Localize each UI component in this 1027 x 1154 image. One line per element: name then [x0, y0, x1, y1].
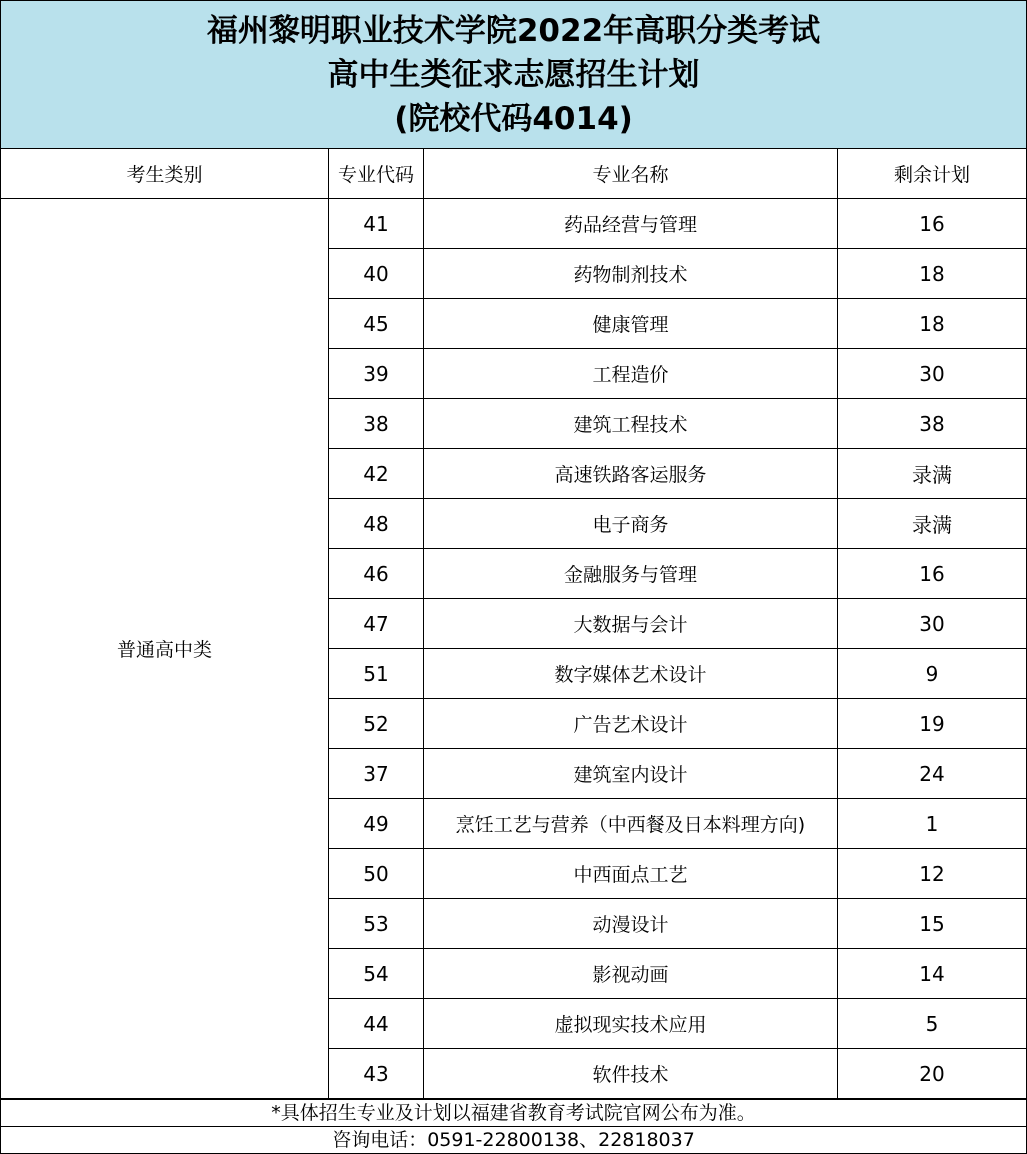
major-name-cell: 工程造价: [424, 349, 838, 399]
major-name-cell: 中西面点工艺: [424, 849, 838, 899]
header-category: 考生类别: [1, 149, 329, 199]
footer-note: *具体招生专业及计划以福建省教育考试院官网公布为准。: [271, 1102, 756, 1124]
major-code-cell: 39: [329, 349, 424, 399]
major-name-cell: 广告艺术设计: [424, 699, 838, 749]
major-code-cell: 44: [329, 999, 424, 1049]
remaining-plan-cell: 5: [838, 999, 1027, 1049]
remaining-plan-cell: 16: [838, 199, 1027, 249]
footer-contact: 咨询电话：0591-22800138、22818037: [1, 1126, 1026, 1153]
category-cell: 普通高中类: [1, 199, 329, 1099]
remaining-plan-cell: 录满: [838, 449, 1027, 499]
header-code: 专业代码: [329, 149, 424, 199]
major-code-cell: 46: [329, 549, 424, 599]
remaining-plan-cell: 18: [838, 299, 1027, 349]
remaining-plan-cell: 30: [838, 599, 1027, 649]
major-name-cell: 建筑室内设计: [424, 749, 838, 799]
major-code-cell: 49: [329, 799, 424, 849]
title-line-1: 福州黎明职业技术学院2022年高职分类考试: [206, 12, 821, 49]
major-name-cell: 软件技术: [424, 1049, 838, 1099]
major-code-cell: 50: [329, 849, 424, 899]
major-code-cell: 40: [329, 249, 424, 299]
major-name-cell: 数字媒体艺术设计: [424, 649, 838, 699]
major-name-cell: 虚拟现实技术应用: [424, 999, 838, 1049]
major-name-cell: 电子商务: [424, 499, 838, 549]
major-name-cell: 高速铁路客运服务: [424, 449, 838, 499]
remaining-plan-cell: 24: [838, 749, 1027, 799]
major-name-cell: 金融服务与管理: [424, 549, 838, 599]
remaining-plan-cell: 9: [838, 649, 1027, 699]
major-name-cell: 大数据与会计: [424, 599, 838, 649]
major-code-cell: 45: [329, 299, 424, 349]
major-name-cell: 药物制剂技术: [424, 249, 838, 299]
major-name-cell: 烹饪工艺与营养（中西餐及日本料理方向): [424, 799, 838, 849]
remaining-plan-cell: 30: [838, 349, 1027, 399]
table-body: [1, 199, 1026, 1099]
header-remaining: 剩余计划: [838, 149, 1027, 199]
remaining-plan-cell: 16: [838, 549, 1027, 599]
remaining-plan-cell: 1: [838, 799, 1027, 849]
table-row: [1, 199, 1026, 249]
major-code-cell: 41: [329, 199, 424, 249]
remaining-plan-cell: 15: [838, 899, 1027, 949]
enrollment-table: [1, 149, 1026, 1099]
remaining-plan-cell: 录满: [838, 499, 1027, 549]
major-name-cell: 影视动画: [424, 949, 838, 999]
major-name-cell: 健康管理: [424, 299, 838, 349]
remaining-plan-cell: 12: [838, 849, 1027, 899]
major-code-cell: 37: [329, 749, 424, 799]
major-name-cell: 动漫设计: [424, 899, 838, 949]
header-major-name: 专业名称: [424, 149, 838, 199]
remaining-plan-cell: 38: [838, 399, 1027, 449]
major-code-cell: 51: [329, 649, 424, 699]
title-line-3: (院校代码4014): [394, 100, 633, 137]
major-code-cell: 43: [329, 1049, 424, 1099]
footer: [1, 1099, 1026, 1153]
remaining-plan-cell: 19: [838, 699, 1027, 749]
remaining-plan-cell: 20: [838, 1049, 1027, 1099]
major-code-cell: 53: [329, 899, 424, 949]
title-line-2: 高中生类征求志愿招生计划: [327, 56, 700, 93]
major-code-cell: 42: [329, 449, 424, 499]
remaining-plan-cell: 18: [838, 249, 1027, 299]
major-code-cell: 52: [329, 699, 424, 749]
major-code-cell: 47: [329, 599, 424, 649]
table-header-row: [1, 149, 1026, 199]
title-banner: [1, 1, 1026, 149]
major-code-cell: 38: [329, 399, 424, 449]
major-name-cell: 药品经营与管理: [424, 199, 838, 249]
major-name-cell: 建筑工程技术: [424, 399, 838, 449]
major-code-cell: 54: [329, 949, 424, 999]
remaining-plan-cell: 14: [838, 949, 1027, 999]
major-code-cell: 48: [329, 499, 424, 549]
